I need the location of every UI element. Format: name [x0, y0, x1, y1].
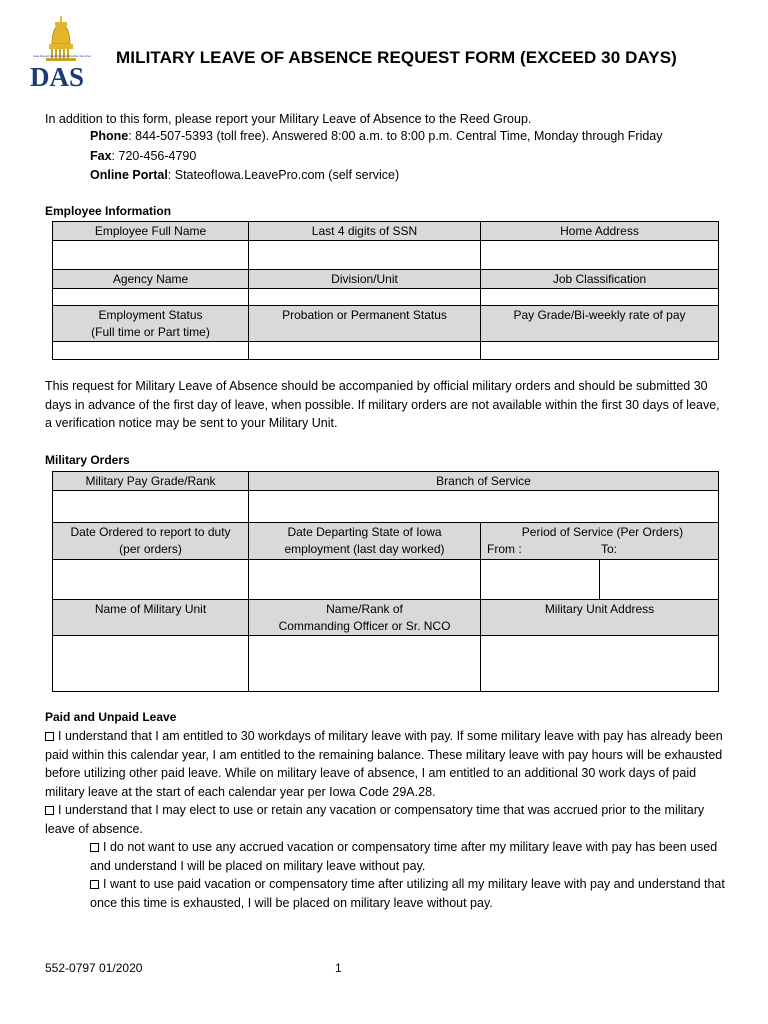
- svg-text:Iowa Department of Administrat: Iowa Department of Administrative Services: [33, 54, 92, 58]
- date-ordered-header: Date Ordered to report to duty (per orders): [53, 523, 249, 560]
- form-title: MILITARY LEAVE OF ABSENCE REQUEST FORM (EXCEED 30 DAYS): [116, 48, 677, 67]
- military-section-label: Military Orders: [45, 453, 130, 467]
- probation-status-field[interactable]: [249, 342, 481, 360]
- military-unit-address-field[interactable]: [481, 636, 719, 692]
- employee-table: [52, 221, 719, 360]
- commanding-officer-field[interactable]: [249, 636, 481, 692]
- probation-status-header: Probation or Permanent Status: [249, 306, 481, 342]
- pay-grade-rank-field[interactable]: [53, 491, 249, 523]
- checkbox-icon[interactable]: [90, 843, 99, 852]
- employee-name-header: Employee Full Name: [53, 222, 249, 241]
- svg-text:DAS: DAS: [30, 62, 85, 90]
- checkbox-icon[interactable]: [90, 880, 99, 889]
- employee-name-field[interactable]: [53, 241, 249, 270]
- military-unit-name-header: Name of Military Unit: [53, 600, 249, 636]
- page-number: 1: [335, 961, 342, 975]
- division-unit-field[interactable]: [249, 289, 481, 306]
- date-ordered-field[interactable]: [53, 560, 249, 600]
- ssn-header: Last 4 digits of SSN: [249, 222, 481, 241]
- intro-text: In addition to this form, please report your Military Leave of Absence to the Reed Group.: [45, 112, 532, 126]
- leave-option-4: I want to use paid vacation or compensatory time after utilizing all my military leave with pay and understand that once this time is exhausted, I will be placed on military leave without pay.: [90, 877, 725, 910]
- agency-name-header: Agency Name: [53, 270, 249, 289]
- leave-section-label: Paid and Unpaid Leave: [45, 710, 177, 724]
- date-departing-field[interactable]: [249, 560, 481, 600]
- portal-line: Online Portal: StateofIowa.LeavePro.com (self service): [90, 168, 400, 182]
- period-to-field[interactable]: [600, 560, 719, 600]
- branch-of-service-header: Branch of Service: [249, 472, 719, 491]
- period-from-field[interactable]: [481, 560, 600, 600]
- orders-note: This request for Military Leave of Absence should be accompanied by official military orders and should be submitted 30 days in advance of the first day of leave, when possible. If military orders are not available within the first 30 days of leave, a verification notice may be sent to your Military Unit.: [45, 379, 720, 430]
- job-classification-field[interactable]: [481, 289, 719, 306]
- pay-grade-rank-header: Military Pay Grade/Rank: [53, 472, 249, 491]
- job-classification-header: Job Classification: [481, 270, 719, 289]
- employment-status-field[interactable]: [53, 342, 249, 360]
- period-of-service-header: Period of Service (Per Orders) From : To:: [481, 523, 719, 560]
- home-address-header: Home Address: [481, 222, 719, 241]
- ssn-field[interactable]: [249, 241, 481, 270]
- employment-status-header: Employment Status (Full time or Part time): [53, 306, 249, 342]
- pay-grade-field[interactable]: [481, 342, 719, 360]
- employee-section-label: Employee Information: [45, 204, 172, 218]
- home-address-field[interactable]: [481, 241, 719, 270]
- military-table: [52, 471, 719, 692]
- agency-name-field[interactable]: [53, 289, 249, 306]
- form-code: 552-0797 01/2020: [45, 961, 143, 975]
- division-unit-header: Division/Unit: [249, 270, 481, 289]
- contact-info: [90, 127, 663, 186]
- das-logo: [28, 14, 94, 90]
- commanding-officer-header: Name/Rank of Commanding Officer or Sr. NCO: [249, 600, 481, 636]
- pay-grade-header: Pay Grade/Bi-weekly rate of pay: [481, 306, 719, 342]
- date-departing-header: Date Departing State of Iowa employment (last day worked): [249, 523, 481, 560]
- military-unit-name-field[interactable]: [53, 636, 249, 692]
- phone-line: Phone: 844-507-5393 (toll free). Answered 8:00 a.m. to 8:00 p.m. Central Time, Monday through Friday: [90, 129, 663, 143]
- leave-options: [45, 727, 725, 912]
- leave-option-3: I do not want to use any accrued vacation or compensatory time after my military leave with pay has been used and understand I will be placed on military leave without pay.: [90, 840, 718, 873]
- leave-option-2: I understand that I may elect to use or retain any vacation or compensatory time that was accrued prior to the military leave of absence.: [45, 803, 705, 836]
- branch-of-service-field[interactable]: [249, 491, 719, 523]
- fax-line: Fax: 720-456-4790: [90, 148, 197, 163]
- leave-option-1: I understand that I am entitled to 30 workdays of military leave with pay. If some military leave with pay has already been paid within this calendar year, I am entitled to the remaining balance. These military leave with pay hours will be exhausted before utilizing other paid leave. While on military leave of absence, I am entitled to an additional 30 work days of paid military leave at the start of each calendar year per Iowa Code 29A.28.: [45, 729, 723, 799]
- checkbox-icon[interactable]: [45, 806, 54, 815]
- checkbox-icon[interactable]: [45, 732, 54, 741]
- military-unit-address-header: Military Unit Address: [481, 600, 719, 636]
